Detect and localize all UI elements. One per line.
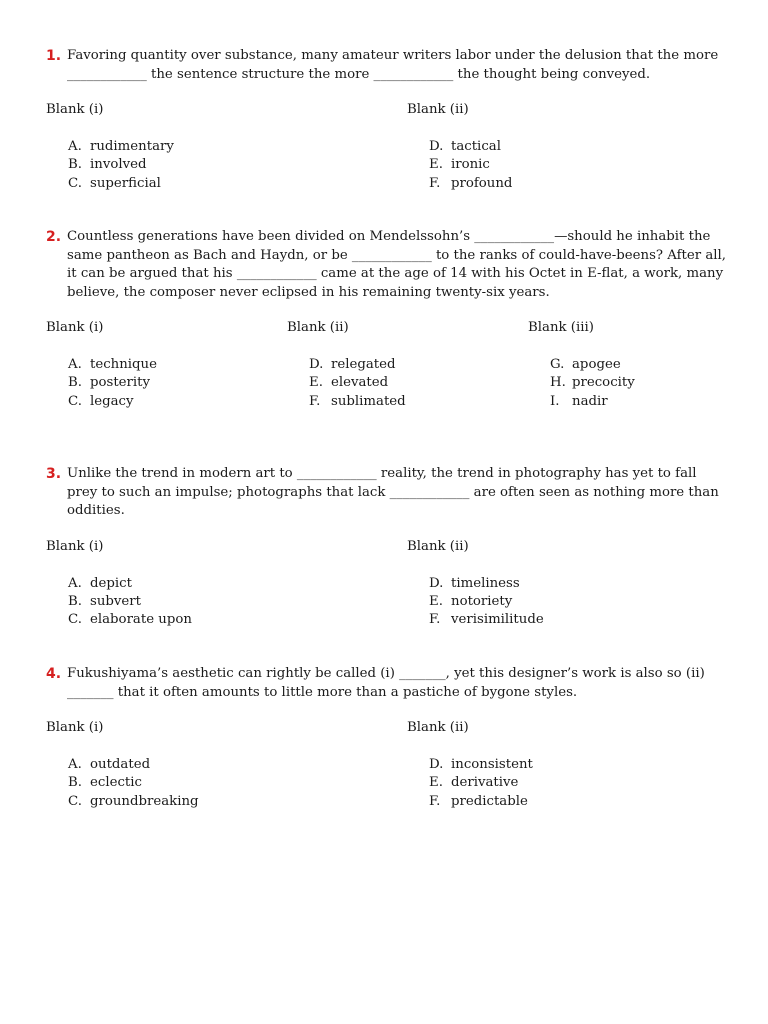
option-letter: E.	[429, 775, 443, 791]
option-h[interactable]	[550, 374, 635, 392]
option-list	[407, 138, 512, 193]
option-f[interactable]	[309, 393, 406, 411]
question-stem	[46, 665, 726, 702]
blank-i	[46, 319, 157, 411]
option-text: predictable	[451, 793, 528, 809]
option-text: sublimated	[331, 393, 406, 409]
option-g[interactable]	[550, 356, 635, 374]
option-a[interactable]	[68, 356, 157, 374]
option-letter: D.	[429, 139, 444, 154]
question-1	[46, 47, 726, 191]
option-a[interactable]	[68, 138, 174, 156]
option-text: legacy	[90, 393, 134, 409]
option-text: rudimentary	[90, 139, 174, 154]
option-b[interactable]	[68, 774, 199, 792]
option-letter: C.	[68, 393, 82, 409]
option-letter: A.	[68, 757, 82, 772]
option-text: precocity	[572, 375, 635, 391]
blank-title: Blank (i)	[46, 320, 104, 335]
option-letter: C.	[68, 175, 82, 191]
option-letter: F.	[429, 612, 441, 628]
question-stem	[46, 47, 726, 84]
option-d[interactable]	[309, 356, 406, 374]
option-e[interactable]	[309, 374, 406, 392]
option-e[interactable]	[429, 774, 533, 792]
option-text: outdated	[90, 757, 151, 772]
option-letter: F.	[429, 793, 441, 809]
blank-title: Blank (i)	[46, 102, 104, 117]
question-text: Unlike the trend in modern art to ____________ reality, the trend in photography has yet to fall prey to such an impulse; photographs that lack ____________ are often seen as nothing more than oddities.	[67, 466, 719, 518]
option-c[interactable]	[68, 393, 157, 411]
option-text: verisimilitude	[451, 612, 544, 628]
option-text: groundbreaking	[90, 793, 199, 809]
blank-title: Blank (i)	[46, 720, 104, 735]
blank-i	[46, 538, 192, 630]
option-text: tactical	[451, 139, 501, 154]
option-list	[407, 756, 533, 811]
option-letter: B.	[68, 775, 82, 791]
option-b[interactable]	[68, 156, 174, 174]
option-b[interactable]	[68, 593, 192, 611]
option-text: derivative	[451, 775, 519, 791]
option-a[interactable]	[68, 756, 199, 774]
option-list	[407, 575, 544, 630]
option-text: subvert	[90, 593, 141, 609]
blank-title: Blank (ii)	[287, 320, 349, 335]
option-f[interactable]	[429, 175, 512, 193]
blank-title: Blank (i)	[46, 538, 104, 554]
question-number: 1.	[46, 48, 62, 64]
option-letter: B.	[68, 593, 82, 609]
option-text: notoriety	[451, 593, 513, 609]
blank-ii	[287, 319, 406, 411]
option-letter: D.	[429, 757, 444, 772]
option-f[interactable]	[429, 611, 544, 629]
option-list	[46, 356, 157, 411]
option-text: inconsistent	[451, 757, 533, 772]
option-list	[46, 138, 174, 193]
question-number: 3.	[46, 466, 62, 482]
option-text: posterity	[90, 375, 151, 391]
option-list	[287, 356, 406, 411]
option-text: elaborate upon	[90, 612, 192, 628]
option-letter: F.	[309, 393, 321, 409]
option-c[interactable]	[68, 611, 192, 629]
blank-ii	[407, 719, 533, 811]
option-letter: D.	[309, 357, 324, 372]
option-letter: E.	[429, 593, 443, 609]
blank-i	[46, 719, 199, 811]
option-d[interactable]	[429, 575, 544, 593]
option-e[interactable]	[429, 593, 544, 611]
option-letter: F.	[429, 175, 441, 191]
option-letter: G.	[550, 357, 565, 372]
question-number: 4.	[46, 666, 62, 682]
option-letter: A.	[68, 575, 82, 591]
option-b[interactable]	[68, 374, 157, 392]
option-a[interactable]	[68, 575, 192, 593]
option-letter: A.	[68, 357, 82, 372]
question-stem	[46, 465, 726, 521]
blank-title: Blank (iii)	[528, 320, 594, 335]
blank-iii	[528, 319, 635, 411]
option-d[interactable]	[429, 756, 533, 774]
blank-title: Blank (ii)	[407, 720, 469, 735]
option-text: elevated	[331, 375, 389, 391]
question-text: Countless generations have been divided on Mendelssohn’s ____________—should he inhabit the same pantheon as Bach and Haydn, or be ____________ to the ranks of could-have-beens? After all, it can be argued that his ____________ came at the age of 14 with his Octet in E-flat, a work, many believe, the composer never eclipsed in his remaining twenty-six years.	[67, 229, 727, 300]
option-text: timeliness	[451, 575, 520, 591]
option-letter: C.	[68, 612, 82, 628]
option-e[interactable]	[429, 156, 512, 174]
option-letter: I.	[550, 393, 560, 409]
blank-ii	[407, 538, 544, 630]
option-text: apogee	[572, 357, 621, 372]
option-text: superficial	[90, 175, 161, 191]
option-i[interactable]	[550, 393, 635, 411]
option-letter: H.	[550, 375, 566, 391]
option-letter: E.	[429, 157, 443, 173]
blank-title: Blank (ii)	[407, 538, 469, 554]
option-text: technique	[90, 357, 157, 372]
option-f[interactable]	[429, 793, 533, 811]
option-list	[46, 756, 199, 811]
question-4	[46, 665, 726, 809]
option-letter: B.	[68, 157, 82, 173]
option-c[interactable]	[68, 175, 174, 193]
option-text: profound	[451, 175, 513, 191]
question-text: Favoring quantity over substance, many amateur writers labor under the delusion that the more ____________ the sentence structure the more ____________ the thought being conveyed.	[67, 48, 719, 82]
option-text: ironic	[451, 157, 490, 173]
question-stem	[46, 228, 726, 302]
question-3	[46, 465, 726, 628]
blank-title: Blank (ii)	[407, 102, 469, 117]
option-d[interactable]	[429, 138, 512, 156]
blank-ii	[407, 101, 512, 193]
option-text: eclectic	[90, 775, 142, 791]
blank-i	[46, 101, 174, 193]
option-text: nadir	[572, 393, 608, 409]
option-letter: B.	[68, 375, 82, 391]
option-letter: A.	[68, 139, 82, 154]
option-list	[46, 575, 192, 630]
question-2	[46, 228, 727, 409]
option-list	[528, 356, 635, 411]
option-letter: E.	[309, 375, 323, 391]
question-text: Fukushiyama’s aesthetic can rightly be called (i) _______, yet this designer’s work is also so (ii) _______ that it often amounts to little more than a pastiche of bygone styles.	[67, 666, 705, 700]
option-text: involved	[90, 157, 147, 173]
option-text: depict	[90, 575, 132, 591]
option-letter: D.	[429, 575, 444, 591]
option-c[interactable]	[68, 793, 199, 811]
option-letter: C.	[68, 793, 82, 809]
option-text: relegated	[331, 357, 396, 372]
question-number: 2.	[46, 229, 62, 245]
